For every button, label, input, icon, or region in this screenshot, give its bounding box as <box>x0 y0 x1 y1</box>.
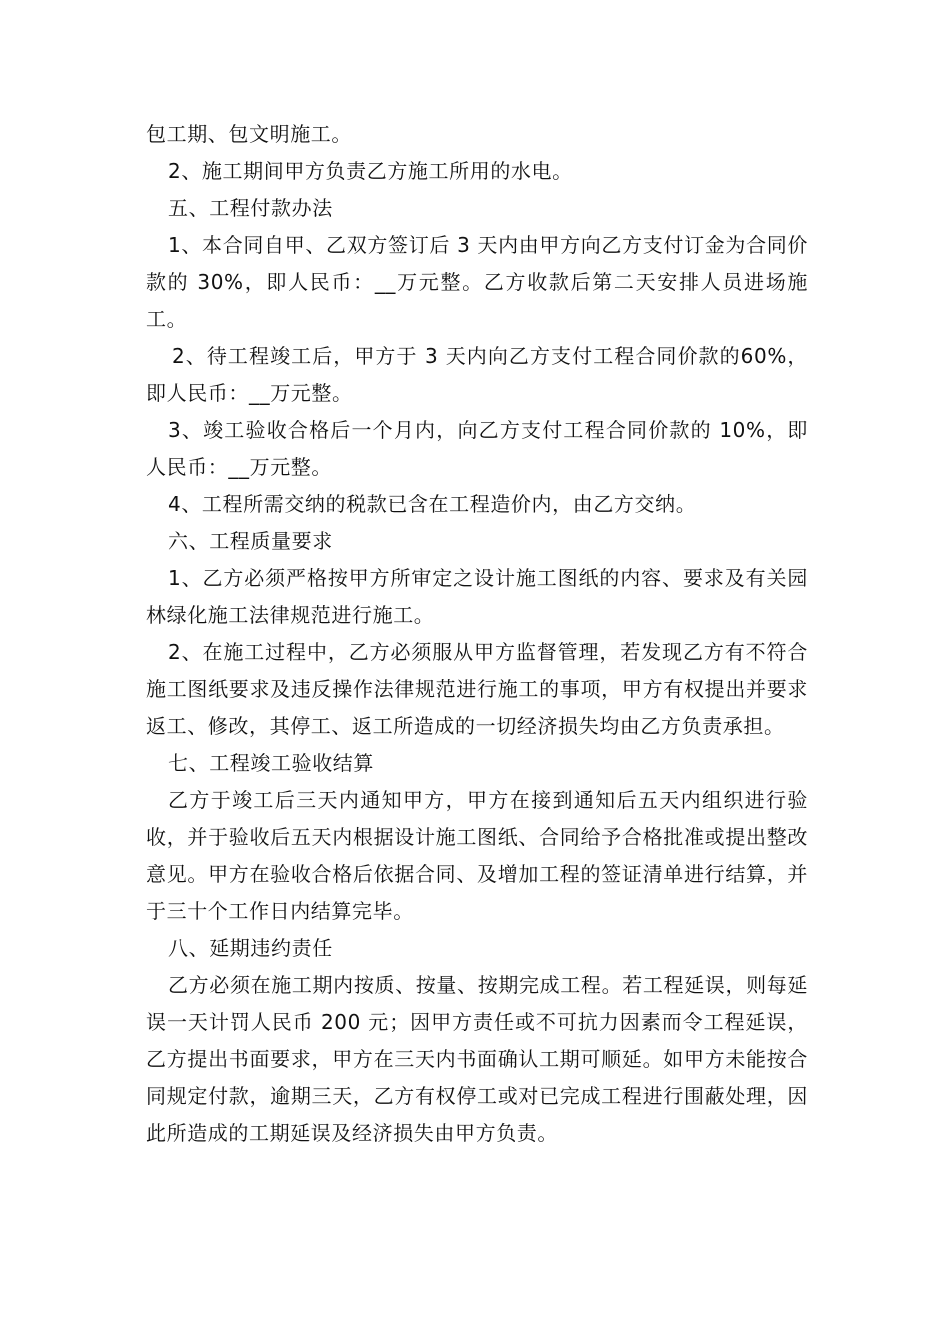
paragraph-delay-liability: 乙方必须在施工期内按质、按量、按期完成工程。若工程延误，则每延误一天计罚人民币 200 元；因甲方责任或不可抗力因素而令工程延误，乙方提出书面要求，甲方在三天内书面确认工期可顺延。如甲方未能按合同规定付款，逾期三天，乙方有权停工或对已完成工程进行围蔽处理，因此所造成的工期延误及经济损失由甲方负责。 <box>146 973 808 1145</box>
document-body <box>146 116 808 1152</box>
paragraph-payment-completion: 2、待工程竣工后，甲方于 3 天内向乙方支付工程合同价款的60%， 即人民币：__万元整。 <box>146 344 808 405</box>
paragraph-payment-final: 3、竣工验收合格后一个月内，向乙方支付工程合同价款的 10%，即人民币：__万元整。 <box>146 418 808 479</box>
paragraph-contract-scope: 包工期、包文明施工。 <box>146 122 352 146</box>
paragraph-taxes: 4、工程所需交纳的税款已含在工程造价内，由乙方交纳。 <box>168 492 697 516</box>
paragraph-utilities: 2、施工期间甲方负责乙方施工所用的水电。 <box>168 159 573 183</box>
section-heading-delay: 八、延期违约责任 <box>168 936 333 960</box>
paragraph-acceptance-settlement: 乙方于竣工后三天内通知甲方，甲方在接到通知后五天内组织进行验收，并于验收后五天内根据设计施工图纸、合同给予合格批准或提出整改意见。甲方在验收合格后依据合同、及增加工程的签证清单进行结算，并于三十个工作日内结算完毕。 <box>146 788 808 923</box>
section-heading-quality: 六、工程质量要求 <box>168 529 333 553</box>
paragraph-quality-supervision: 2、在施工过程中，乙方必须服从甲方监督管理，若发现乙方有不符合施工图纸要求及违反操作法律规范进行施工的事项，甲方有权提出并要求返工、修改，其停工、返工所造成的一切经济损失均由乙方负责承担。 <box>146 640 808 738</box>
paragraph-payment-deposit: 1、本合同自甲、乙双方签订后 3 天内由甲方向乙方支付订金为合同价款的 30%，即人民币：__万元整。乙方收款后第二天安排人员进场施工。 <box>146 233 808 331</box>
section-heading-acceptance: 七、工程竣工验收结算 <box>168 751 374 775</box>
paragraph-quality-standards: 1、乙方必须严格按甲方所审定之设计施工图纸的内容、要求及有关园林绿化施工法律规范进行施工。 <box>146 566 808 627</box>
section-heading-payment: 五、工程付款办法 <box>168 196 333 220</box>
